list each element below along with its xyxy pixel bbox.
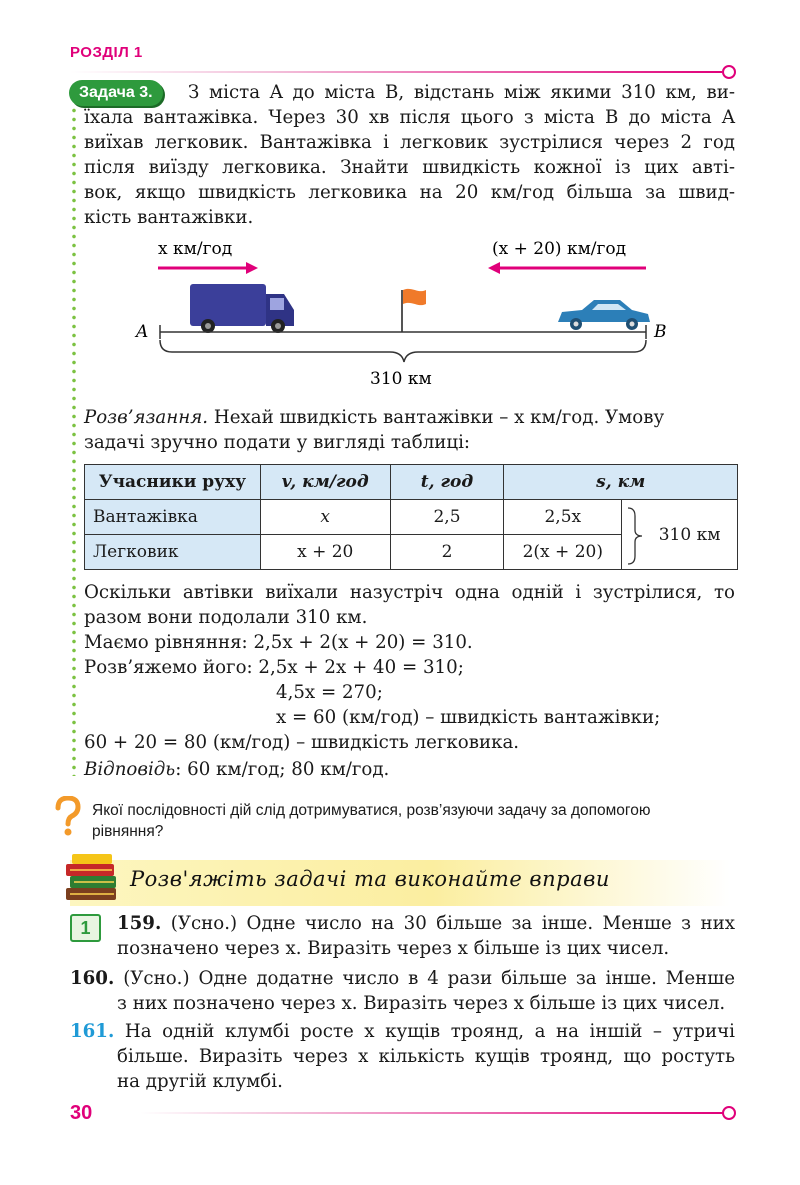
car-icon	[558, 300, 650, 330]
equation-line: Маємо рівняння: 2,5x + 2(x + 20) = 310.	[84, 632, 473, 653]
task-line: їхала вантажівка. Через 30 хв після цього з міста B до міста A	[84, 107, 735, 128]
footer-rule	[140, 1112, 723, 1114]
point-a-label: A	[136, 322, 149, 342]
point-b-label: B	[654, 322, 667, 342]
exercise-line: позначено через x. Виразіть через x більше із цих чисел.	[117, 938, 670, 959]
exercise-line: (Усно.) Одне число на 30 більше за інше. Менше з них	[170, 913, 735, 934]
solution-line: 60 + 20 = 80 (км/год) – швидкість легковика.	[84, 732, 520, 753]
table-header: Учасники руху	[85, 465, 261, 500]
equation-line: 4,5x = 270;	[276, 682, 383, 703]
books-icon	[62, 852, 122, 904]
task-line: після виїзду легковика. Знайти швидкість кожної із цих авті-	[84, 157, 735, 178]
page-number: 30	[70, 1102, 93, 1124]
exercise-159	[117, 911, 735, 961]
section-label: РОЗДІЛ 1	[70, 44, 143, 61]
motion-diagram	[120, 228, 680, 396]
table-cell: Вантажівка	[85, 500, 261, 535]
exercise-161	[70, 1019, 735, 1094]
solution-heading: Розв’язання.	[84, 407, 209, 428]
equation-line: Розв’яжемо його: 2,5x + 2x + 40 = 310;	[84, 657, 464, 678]
distance-label: 310 км	[370, 369, 432, 389]
exercise-160	[70, 966, 735, 1016]
task-line: З міста A до міста B, відстань між якими 310 км, ви-	[188, 82, 735, 103]
truck-speed-label: x км/год	[158, 239, 233, 259]
exercises-banner-title: Розв'яжіть задачі та виконайте вправи	[130, 867, 610, 891]
table-header: s, км	[504, 465, 738, 500]
question-line: рівняння?	[92, 823, 164, 840]
task-line: вок, якщо швидкість легковика на 20 км/год більша за швид-	[84, 182, 735, 203]
exercise-line: з них позначено через x. Виразіть через x більше із цих чисел.	[117, 993, 726, 1014]
distance-brace	[160, 340, 646, 362]
car-direction-arrow	[488, 262, 646, 274]
table-cell: 2,5	[390, 500, 504, 535]
task-badge: Задача 3.	[69, 80, 163, 106]
exercise-line: на другій клумбі.	[117, 1071, 283, 1092]
answer-line	[84, 757, 735, 782]
exercise-number: 160.	[70, 968, 115, 989]
table-header-row	[85, 465, 738, 500]
table-header: t, год	[390, 465, 504, 500]
table-cell: 2,5x	[504, 500, 622, 535]
solution-line: задачі зручно подати у вигляді таблиці:	[84, 432, 471, 453]
header-rule	[70, 71, 722, 73]
question-icon	[52, 796, 82, 838]
equation-line: x = 60 (км/год) – швидкість вантажівки;	[276, 707, 661, 728]
answer-text: : 60 км/год; 80 км/год.	[175, 759, 390, 780]
answer-label: Відповідь	[84, 759, 176, 780]
margin-dotted-line	[72, 106, 76, 776]
total-distance: 310 км	[658, 524, 721, 545]
table-cell: 2(x + 20)	[504, 535, 622, 570]
solution-body	[84, 580, 735, 782]
exercise-line: більше. Виразіть через x кількість кущів троянд, що ростуть	[117, 1046, 735, 1067]
table-cell: x	[260, 500, 390, 535]
table-header: v, км/год	[260, 465, 390, 500]
task-line: виїхав легковик. Вантажівка і легковик зустрілися через 2 год	[84, 132, 735, 153]
table-cell: x + 20	[260, 535, 390, 570]
truck-icon	[190, 284, 294, 333]
solution-intro	[84, 405, 735, 455]
truck-direction-arrow	[158, 262, 258, 274]
task-line: кість вантажівки.	[84, 207, 254, 228]
exercise-line: На одній клумбі росте x кущів троянд, а на іншій – утричі	[124, 1021, 735, 1042]
question-line: Якої послідовності дій слід дотримуватися, розв’язуючи задачу за допомогою	[92, 802, 651, 819]
table-cell: Легковик	[85, 535, 261, 570]
car-speed-label: (x + 20) км/год	[492, 239, 627, 259]
total-brace	[626, 506, 644, 566]
level-badge: 1	[70, 914, 101, 942]
task-text	[84, 80, 735, 230]
total-cell	[622, 500, 738, 570]
meeting-flag-icon	[402, 289, 426, 332]
solution-line: Нехай швидкість вантажівки – x км/год. Умову	[208, 407, 665, 428]
motion-table	[84, 464, 738, 570]
exercise-number: 159.	[117, 913, 162, 934]
solution-line: Оскільки автівки виїхали назустріч одна одній і зустрілися, то	[84, 582, 735, 603]
table-row	[85, 500, 738, 535]
exercise-number: 161.	[70, 1021, 115, 1042]
solution-line: разом вони подолали 310 км.	[84, 607, 368, 628]
exercise-line: (Усно.) Одне додатне число в 4 рази більше за інше. Менше	[123, 968, 735, 989]
header-rule-end-ring	[722, 65, 736, 79]
question-text	[92, 800, 742, 842]
footer-rule-end-ring	[722, 1106, 736, 1120]
table-cell: 2	[390, 535, 504, 570]
